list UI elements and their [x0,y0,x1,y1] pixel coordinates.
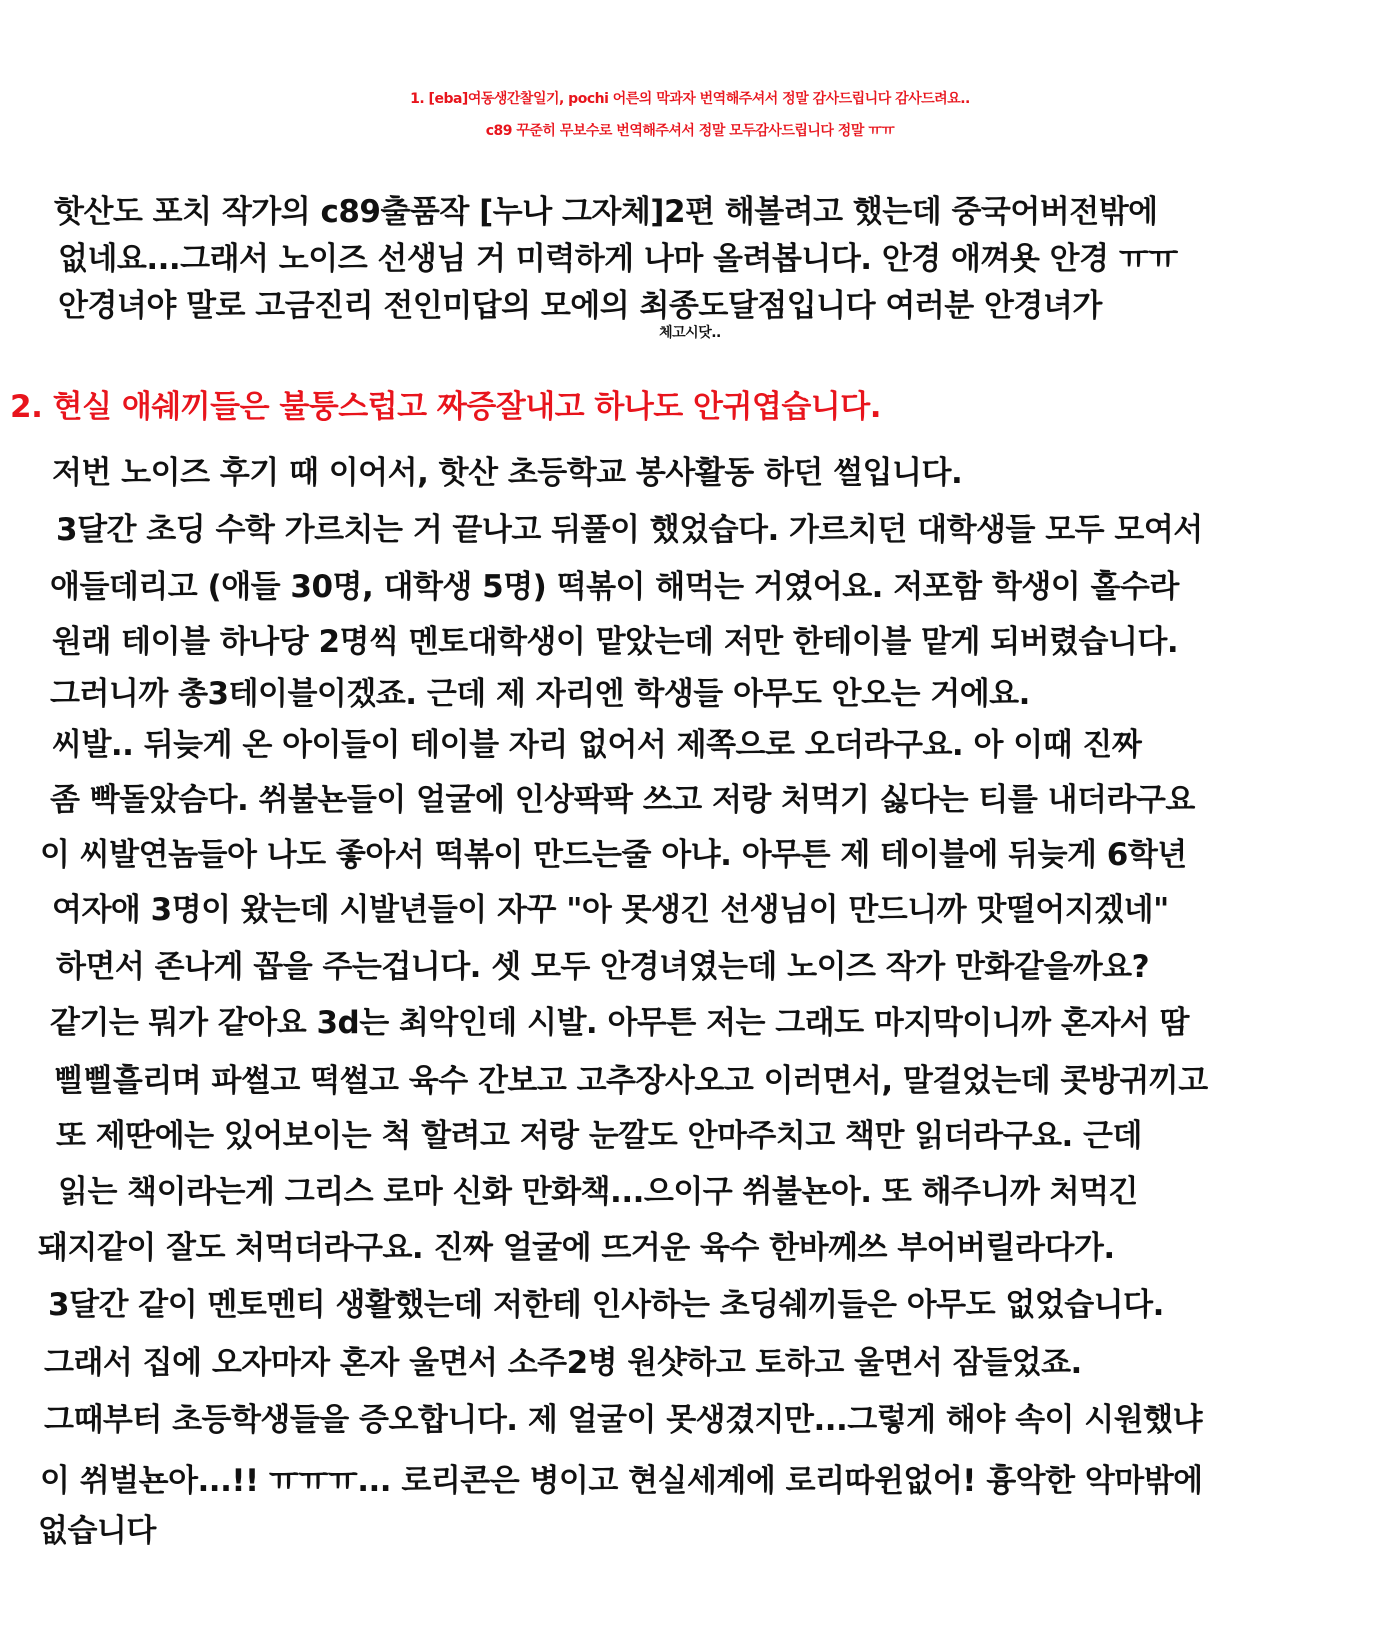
section-2-body-line-4: 원래 테이블 하나당 2명씩 멘토대학생이 맡았는데 저만 한테이블 맡게 되버렸습니다. [52,624,1179,660]
section-2-body-line-13: 또 제딴에는 있어보이는 척 할려고 저랑 눈깔도 안마주치고 책만 읽더라구요. 근데 [56,1118,1142,1154]
section-1-heading-line-1: 1. [eba]여동생간찰일기, pochi 어른의 막과자 번역해주셔서 정말 감사드립니다 감사드려요.. [410,91,970,107]
section-2-body-line-20: 없습니다 [38,1513,156,1549]
section-2-body-line-6: 씨발.. 뒤늦게 온 아이들이 테이블 자리 없어서 제쪽으로 오더라구요. 아 이때 진짜 [52,727,1142,763]
section-2-body-line-10: 하면서 존나게 꼽을 주는겁니다. 셋 모두 안경녀였는데 노이즈 작가 만화같을까요? [56,949,1150,985]
section-2-body-line-18: 그때부터 초등학생들을 증오합니다. 제 얼굴이 못생겼지만...그렇게 해야 속이 시원했냐 [44,1402,1203,1438]
section-2-body-line-11: 같기는 뭐가 같아요 3d는 최악인데 시발. 아무튼 저는 그래도 마지막이니까 혼자서 땀 [50,1005,1189,1041]
section-2-body-line-7: 좀 빡돌았슴다. 쒸불뇬들이 얼굴에 인상팍팍 쓰고 저랑 처먹기 싫다는 티를 내더라구요 [50,782,1195,818]
section-2-body-line-8: 이 씨발연놈들아 나도 좋아서 떡볶이 만드는줄 아냐. 아무튼 제 테이블에 뒤늦게 6학년 [40,837,1187,873]
section-2-body-line-17: 그래서 집에 오자마자 혼자 울면서 소주2병 원샷하고 토하고 울면서 잠들었죠. [44,1345,1082,1381]
section-1-heading-line-2: c89 꾸준히 무보수로 번역해주셔서 정말 모두감사드립니다 정말 ㅠㅠ [485,123,895,139]
section-1-body-line-3: 안경녀야 말로 고금진리 전인미답의 모에의 최종도달점입니다 여러분 안경녀가 [58,288,1102,324]
section-2-body-line-1: 저번 노이즈 후기 때 이어서, 핫산 초등학교 봉사활동 하던 썰입니다. [52,455,963,491]
section-1-body-line-1: 핫산도 포치 작가의 c89출품작 [누나 그자체]2편 해볼려고 했는데 중국어버전밖에 [54,194,1158,230]
section-2-body-line-2: 3달간 초딩 수학 가르치는 거 끝나고 뒤풀이 했었습다. 가르치던 대학생들 모두 모여서 [56,512,1203,548]
section-2-body-line-14: 읽는 책이라는게 그리스 로마 신화 만화책...으이구 쒸불뇬아. 또 해주니까 처먹긴 [58,1174,1139,1210]
section-2-body-line-15: 돼지같이 잘도 처먹더라구요. 진짜 얼굴에 뜨거운 육수 한바께쓰 부어버릴라다가. [38,1230,1115,1266]
section-1-body-line-4: 체고시닷.. [659,325,721,341]
section-2-body-line-5: 그러니까 총3테이블이겠죠. 근데 제 자리엔 학생들 아무도 안오는 거에요. [50,676,1030,712]
section-1-body-line-2: 없네요...그래서 노이즈 선생님 거 미력하게 나마 올려봅니다. 안경 애껴욧 안경 ㅠㅠ [58,241,1178,277]
section-2-body-line-19: 이 쒸벌뇬아...!! ㅠㅠㅠ... 로리콘은 병이고 현실세계에 로리따윈없어! 흉악한 악마밖에 [40,1463,1203,1499]
section-2-heading: 2. 현실 애쉐끼들은 불퉁스럽고 짜증잘내고 하나도 안귀엽습니다. [10,389,881,425]
section-2-body-line-16: 3달간 같이 멘토멘티 생활했는데 저한테 인사하는 초딩쉐끼들은 아무도 없었습니다. [48,1287,1164,1323]
section-2-body-line-3: 애들데리고 (애들 30명, 대학생 5명) 떡볶이 해먹는 거였어요. 저포함 학생이 홀수라 [50,569,1179,605]
section-2-body-line-12: 삘삘흘리며 파썰고 떡썰고 육수 간보고 고추장사오고 이러면서, 말걸었는데 콧방귀끼고 [54,1063,1208,1099]
section-2-body-line-9: 여자애 3명이 왔는데 시발년들이 자꾸 "아 못생긴 선생님이 만드니까 맛떨어지겠네" [52,892,1169,928]
